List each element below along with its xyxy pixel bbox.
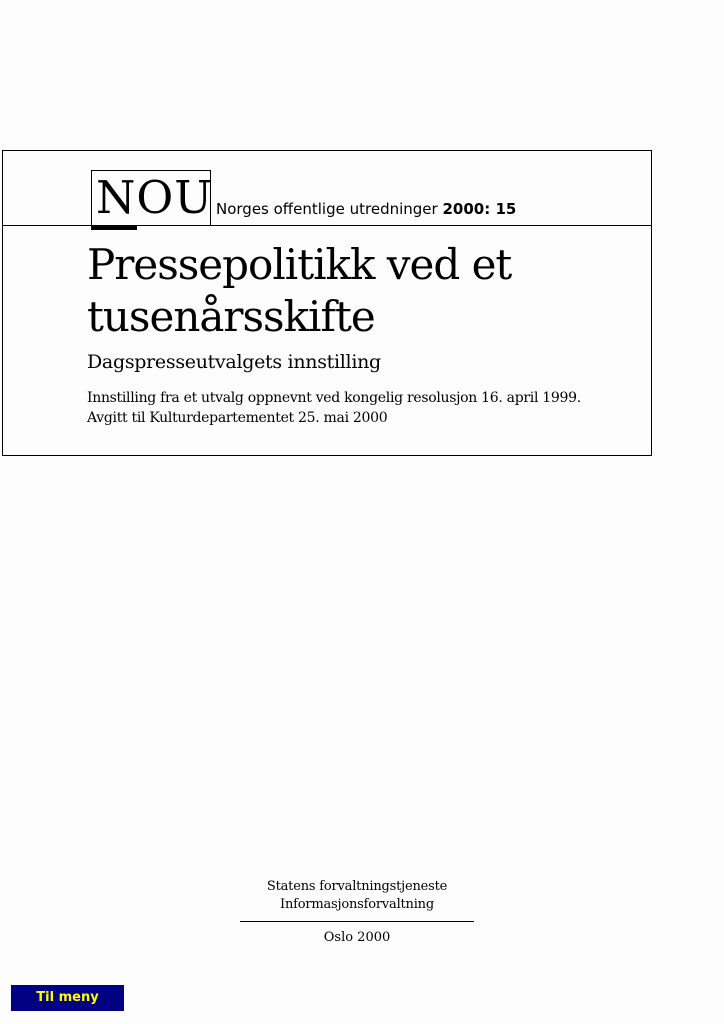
description-line-2: Avgitt til Kulturdepartementet 25. mai 2000 [87,410,388,426]
publisher-line-1: Statens forvaltningstjeneste [266,879,448,894]
place-year: Oslo 2000 [323,930,391,945]
document-subtitle: Dagspresseutvalgets innstilling [87,351,381,373]
nou-logo [91,170,214,226]
publisher-divider [240,921,474,922]
til-meny-button[interactable]: Til meny [11,985,124,1011]
nou-logo-underline [91,225,137,230]
cover-frame [2,150,652,456]
publisher-line-2: Informasjonsforvaltning [280,897,434,912]
description-line-1: Innstilling fra et utvalg oppnevnt ved kongelig resolusjon 16. april 1999. [87,390,581,406]
series-number: 2000: 15 [442,200,517,218]
document-description [87,388,581,428]
publisher-block [240,878,474,914]
series-name: Norges offentlige utredninger [216,200,438,218]
series-line [216,200,516,218]
document-title: Pressepolitikk ved et tusenårsskifte [87,240,512,341]
nou-logo-text: NOU [96,171,214,224]
